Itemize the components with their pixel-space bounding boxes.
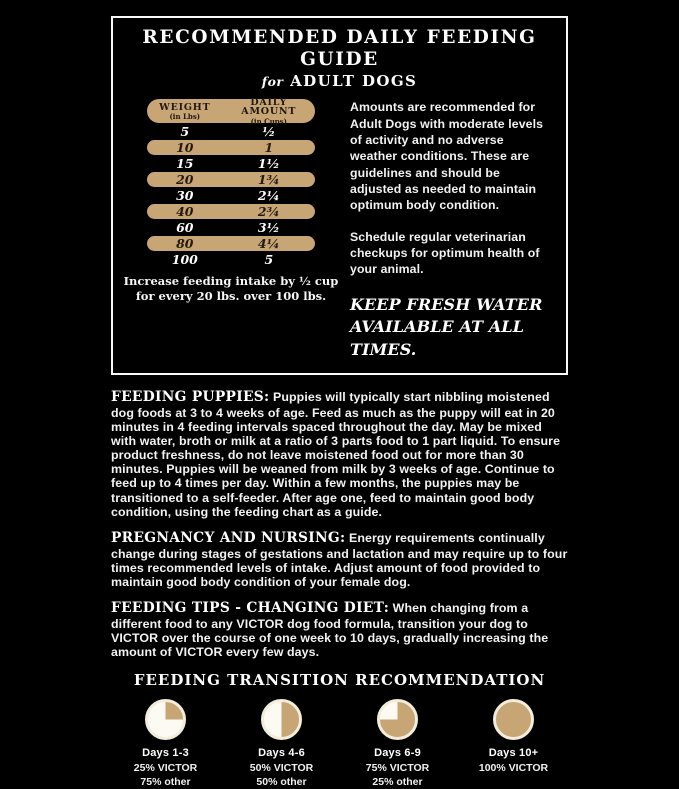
table-row [147,124,315,139]
table-row [147,188,315,203]
transition-step [357,699,439,789]
daily-feeding-guide-box [111,16,568,375]
table-footnote [115,274,347,304]
footnote-line-1: Increase feeding intake by ½ cup [123,274,339,289]
victor-percentage-label: 50% VICTOR [249,762,314,775]
row-amount-value: 2¼ [257,188,280,204]
victor-percentage-label: 75% VICTOR [365,762,430,775]
section-heading: FEEDING PUPPIES: [111,388,270,405]
row-weight-value: 10 [176,140,194,156]
days-label: Days 1-3 [142,747,189,760]
info-section [111,601,568,659]
row-weight-value: 60 [176,220,194,236]
guide-box-content [113,96,566,361]
subtitle-for: for [261,74,284,90]
row-weight-value: 20 [176,172,194,188]
subtitle-adult-dogs: ADULT DOGS [290,72,418,91]
transition-heading: FEEDING TRANSITION RECOMMENDATION [133,671,546,690]
table-row [147,252,315,267]
transition-pie-chart [377,699,418,740]
amount-column-header [223,98,315,125]
transition-pie-row [111,699,568,789]
feeding-table-header [147,96,315,126]
row-amount-value: 2¾ [257,204,280,220]
feeding-table [123,96,339,361]
transition-step [241,699,323,789]
row-amount-value: 4¼ [257,236,280,252]
table-row [147,204,315,219]
table-row [147,236,315,251]
amount-unit-label: (in Cups) [250,116,287,126]
label-content [111,0,568,789]
amount-header-label: DAILY AMOUNT [241,96,297,118]
guide-subtitle [113,72,566,90]
weight-header-label: WEIGHT [159,101,211,113]
other-percentage-label: 75% other [140,776,191,789]
feeding-table-rows [147,124,315,267]
row-amount-value: ½ [262,124,276,140]
days-label: Days 10+ [488,747,539,760]
veterinarian-paragraph: Schedule regular veterinarian checkups for optimum health of your animal. [350,229,540,277]
transition-pie-chart [145,699,186,740]
row-amount-value: 3½ [257,220,280,236]
section-heading: FEEDING TIPS - CHANGING DIET: [111,599,390,616]
guide-notes-column [315,99,550,361]
transition-step [125,699,207,789]
row-weight-value: 5 [180,124,190,140]
fresh-water-note: KEEP FRESH WATER AVAILABLE AT ALL TIMES. [350,294,543,359]
victor-percentage-label: 100% VICTOR [478,762,549,775]
guide-title: RECOMMENDED DAILY FEEDING GUIDE [142,27,537,71]
victor-percentage-label: 25% VICTOR [133,762,198,775]
row-weight-value: 80 [176,236,194,252]
row-amount-value: 1¾ [257,172,280,188]
weight-column-header [147,103,223,121]
info-section [111,390,568,519]
row-amount-value: 1 [264,140,274,156]
row-weight-value: 100 [171,252,198,268]
row-weight-value: 40 [176,204,194,220]
section-body: Energy requirements continually change during stages of gestations and lactation and may require up to four times recommended levels of intake. Adjust amount of food provided to maintain good body condition of your female dog. [111,530,568,589]
weight-unit-label: (in Lbs) [169,112,201,122]
row-weight-value: 15 [176,156,194,172]
days-label: Days 4-6 [258,747,305,760]
section-body: Puppies will typically start nibbling moistened dog foods at 3 to 4 weeks of age. Feed as much as the puppy will eat in 20 minutes in 4 feeding intervals spaced throughout the day. May be mixed with water, broth or milk at a ratio of 3 parts food to 1 part liquid. To ensure product freshness, do not leave moistened food out for more than 30 minutes. Puppies will be weaned from milk by 3 weeks of age. Continue to feed up to 4 times per day. Within a few months, the puppies may be transitioned to a self-feeder. After age one, feed to maintain good body condition, using the feeding chart as a guide. [111,389,561,519]
info-section [111,531,568,589]
row-amount-value: 1½ [257,156,280,172]
transition-pie-chart [261,699,302,740]
table-row [147,140,315,155]
transition-pie-chart [493,699,534,740]
days-label: Days 6-9 [374,747,421,760]
other-percentage-label: 50% other [256,776,307,789]
row-weight-value: 30 [176,188,194,204]
feeding-transition-section [111,671,568,789]
table-row [147,220,315,235]
table-row [147,156,315,171]
transition-step [473,699,555,789]
table-row [147,172,315,187]
section-body: When changing from a different food to any VICTOR dog food formula, transition your dog to VICTOR over the course of one week to 10 days, gradually increasing the amount of VICTOR every few days. [111,600,549,659]
footnote-line-2: for every 20 lbs. over 100 lbs. [135,289,327,304]
row-amount-value: 5 [264,252,274,268]
amounts-paragraph: Amounts are recommended for Adult Dogs with moderate levels of activity and no adverse weather conditions. These are guidelines and should be adjusted as needed to maintain optimum body condition. [350,100,544,213]
info-sections [111,390,568,659]
section-heading: PREGNANCY AND NURSING: [111,529,346,546]
other-percentage-label: 25% other [372,776,423,789]
